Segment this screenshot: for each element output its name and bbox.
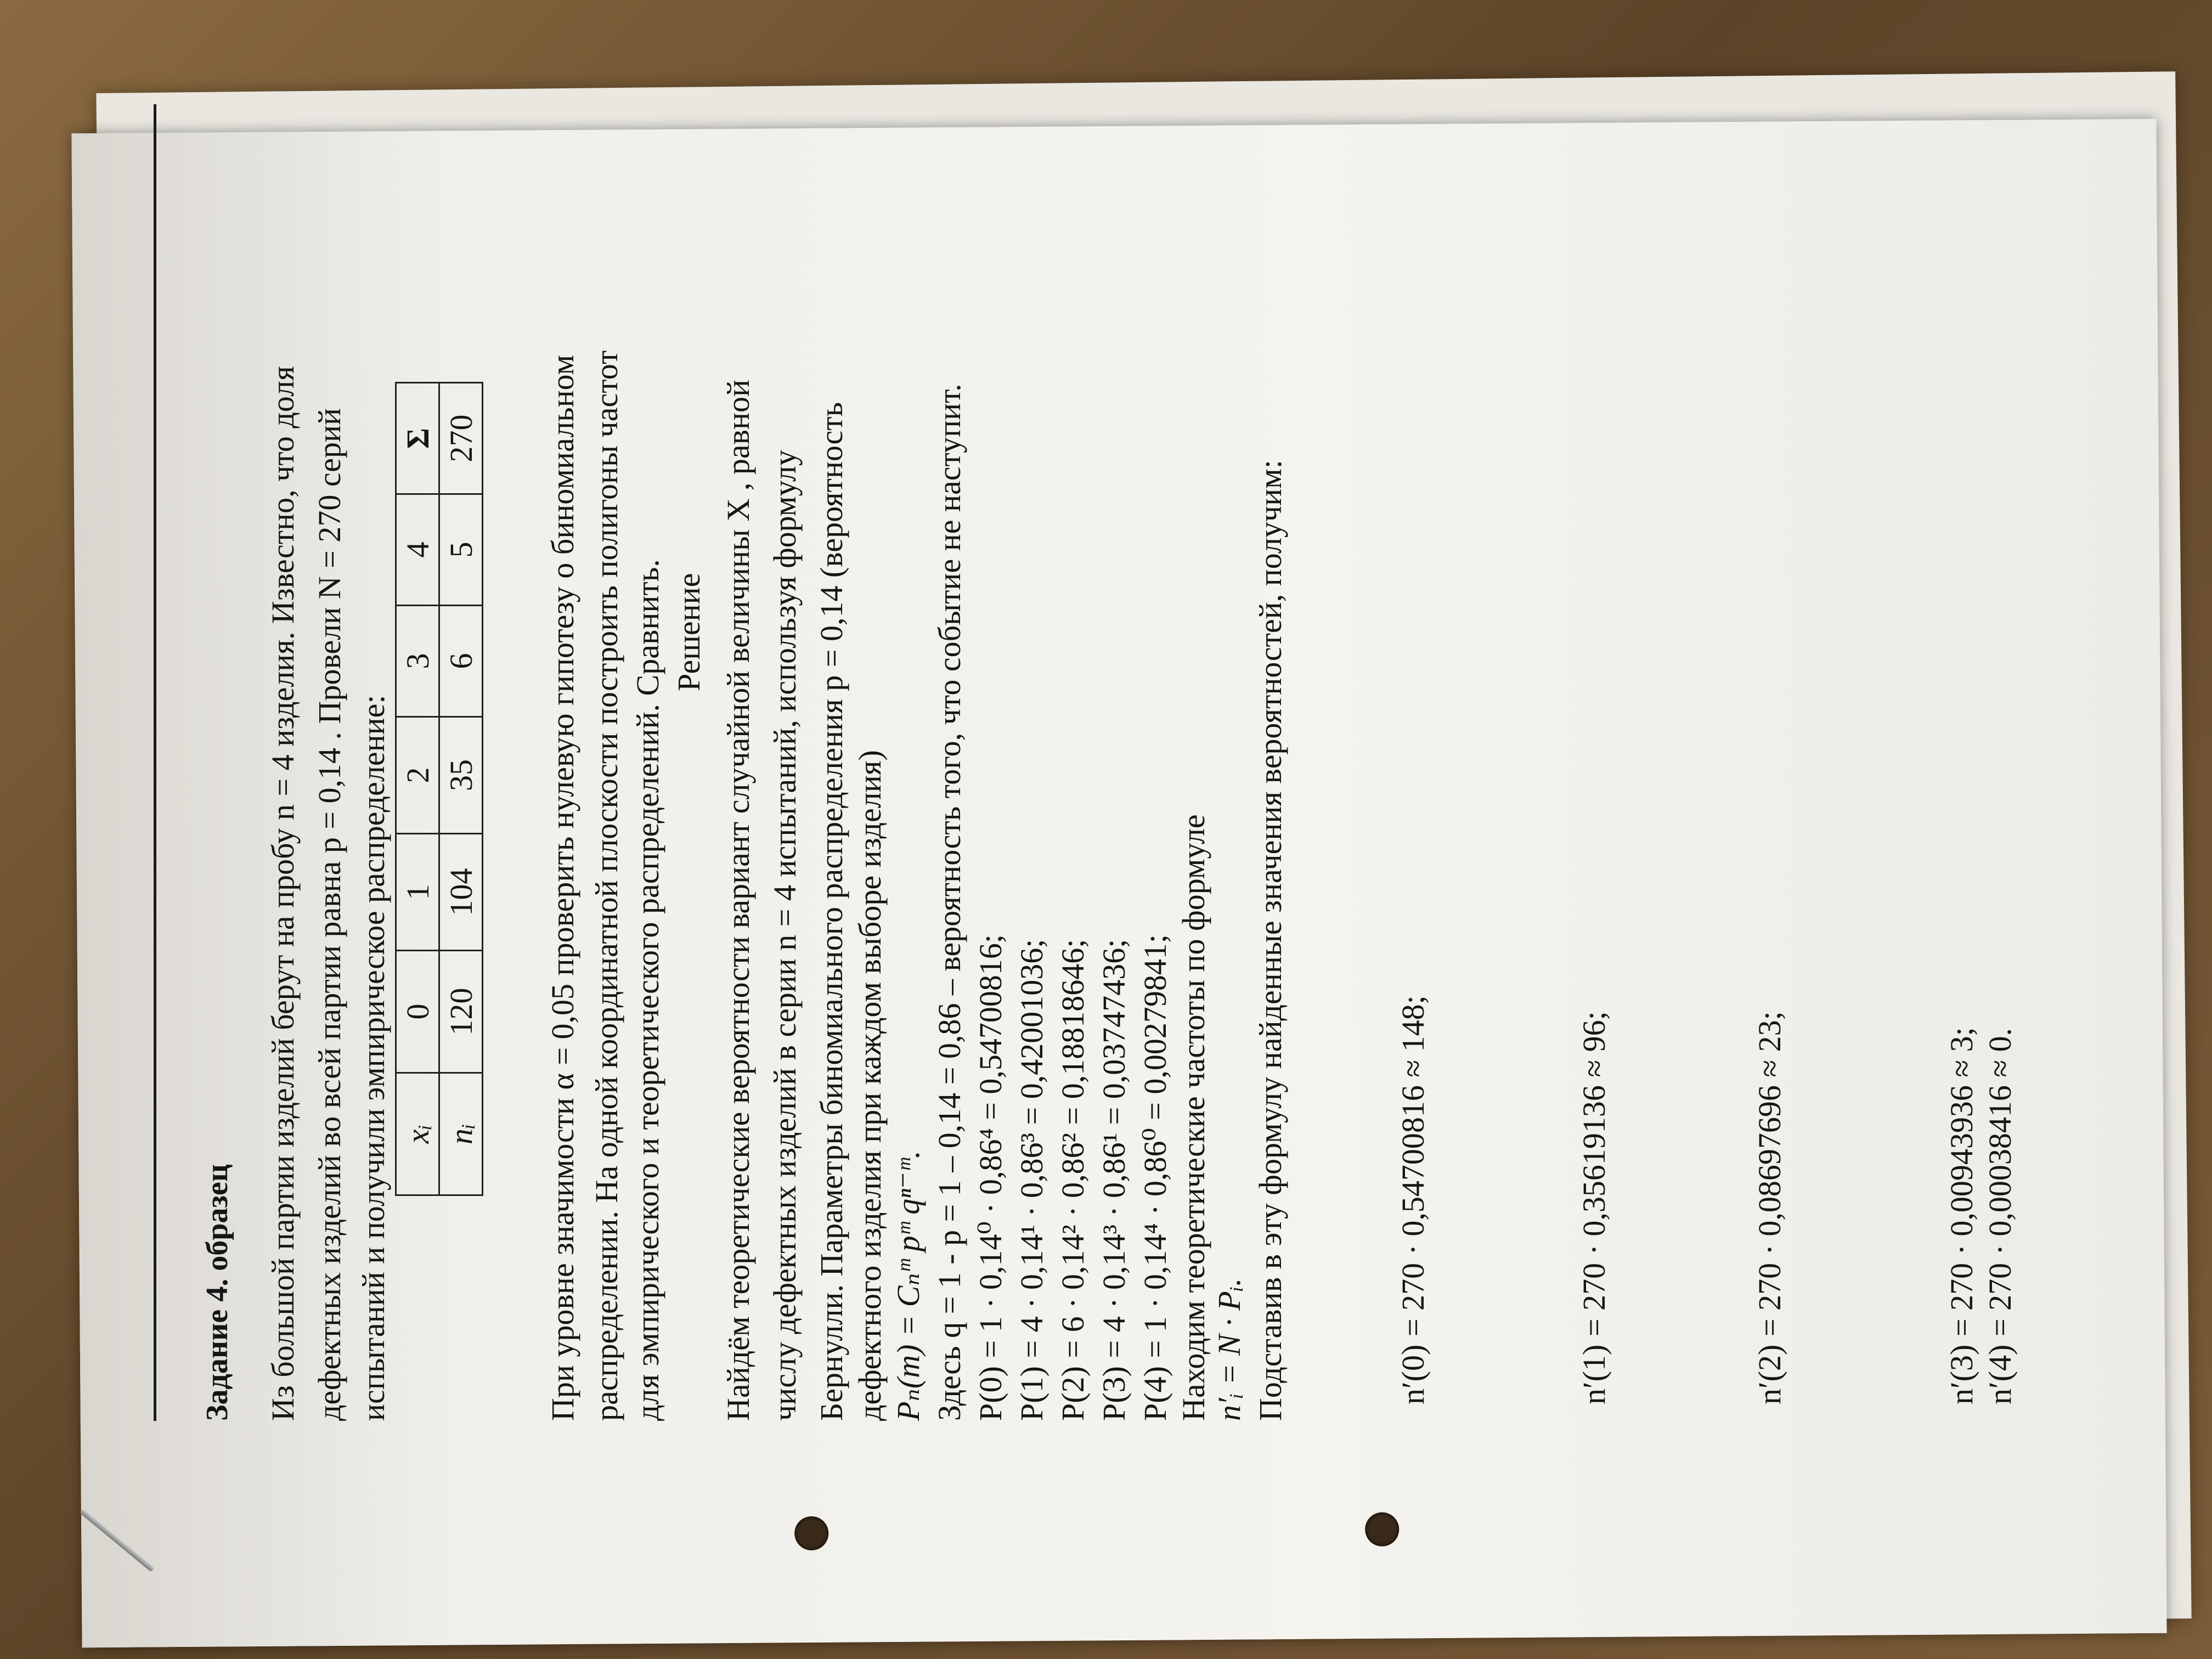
- result-n0: n′(0) = 270 · 0,54700816 ≈ 148;: [1395, 995, 1431, 1404]
- substitution-line: Подставив в эту формулу найденные значения вероятностей, получим:: [1252, 460, 1288, 1421]
- table-cell: 2: [396, 717, 439, 834]
- solution-line-4: дефектного изделия при каждом выборе изделия): [852, 750, 888, 1421]
- q-line: Здесь q = 1 - p = 1 – 0,14 = 0,86 – вероятность того, что событие не наступит.: [932, 383, 967, 1421]
- staple: [80, 1509, 155, 1572]
- hypothesis-line-1: При уровне значимости α = 0,05 проверить нулевую гипотезу о биномиальном: [545, 354, 580, 1421]
- result-n2: n′(2) = 270 · 0,08697696 ≈ 23;: [1752, 1011, 1787, 1404]
- rotated-page-content: [154, 33, 2107, 1503]
- table-cell: 120: [439, 951, 483, 1073]
- table-cell: 6: [439, 606, 483, 717]
- punch-hole-left: [794, 1516, 828, 1550]
- table-cell: 0: [396, 951, 439, 1073]
- empirical-table: [395, 382, 483, 1196]
- problem-line-3: испытаний и получили эмпирическое распределение:: [356, 695, 391, 1421]
- table-cell: 35: [439, 717, 483, 834]
- table-cell: 5: [439, 494, 483, 606]
- hypothesis-line-3: для эмпирического и теоретического распределений. Сравнить.: [630, 559, 665, 1421]
- hypothesis-line-2: распределении. На одной координатной плоскости построить полигоны частот: [589, 350, 624, 1421]
- table-row-x: [396, 383, 439, 1195]
- result-n4: n′(4) = 270 · 0,00038416 ≈ 0.: [1982, 1028, 2018, 1404]
- table-cell: 104: [439, 834, 483, 951]
- prob-0: P(0) = 1 · 0,14⁰ · 0,86⁴ = 0,54700816;: [973, 934, 1008, 1421]
- punch-hole-right: [1365, 1512, 1399, 1546]
- solution-line-3: Бернулли. Параметры биномиального распределения p = 0,14 (вероятность: [814, 402, 849, 1421]
- table-cell: 1: [396, 834, 439, 951]
- prob-2: P(2) = 6 · 0,14² · 0,86² = 0,18818646;: [1055, 939, 1091, 1421]
- top-rule: [154, 104, 156, 1421]
- prob-3: P(3) = 4 · 0,14³ · 0,86¹ = 0,03747436;: [1096, 939, 1132, 1421]
- solution-heading: Решение: [671, 573, 707, 691]
- task-title: Задание 4. образец: [200, 1164, 234, 1421]
- table-cell: Σ: [396, 383, 439, 494]
- freq-formula: n′ᵢ = N · Pᵢ.: [1211, 1278, 1247, 1421]
- table-cell: nᵢ: [439, 1073, 483, 1195]
- result-n3: n′(3) = 270 · 0,00943936 ≈ 3;: [1944, 1027, 1979, 1404]
- result-n1: n′(1) = 270 · 0,35619136 ≈ 96;: [1576, 1011, 1612, 1404]
- table-row-n: [439, 383, 483, 1195]
- prob-1: P(1) = 4 · 0,14¹ · 0,86³ = 0,42001036;: [1014, 939, 1049, 1421]
- freq-intro: Находим теоретические частоты по формуле: [1176, 814, 1211, 1421]
- problem-line-2: дефектных изделий во всей партии равна p = 0,14 . Провели N = 270 серий: [312, 408, 347, 1421]
- bernoulli-formula: Pₙ(m) = Cₙᵐ pᵐ qⁿ⁻ᵐ.: [890, 1150, 926, 1421]
- solution-line-2: числу дефектных изделий в серии n = 4 испытаний, используя формулу: [767, 450, 803, 1421]
- table-cell: 4: [396, 494, 439, 606]
- table-cell: 3: [396, 606, 439, 717]
- problem-line-1: Из большой партии изделий берут на пробу n = 4 изделия. Известно, что доля: [265, 366, 301, 1421]
- table-cell: 270: [439, 383, 483, 494]
- prob-4: P(4) = 1 · 0,14⁴ · 0,86⁰ = 0,00279841;: [1137, 934, 1173, 1421]
- solution-line-1: Найдём теоретические вероятности вариант случайной величины X , равной: [720, 379, 756, 1421]
- table-cell: xᵢ: [396, 1073, 439, 1195]
